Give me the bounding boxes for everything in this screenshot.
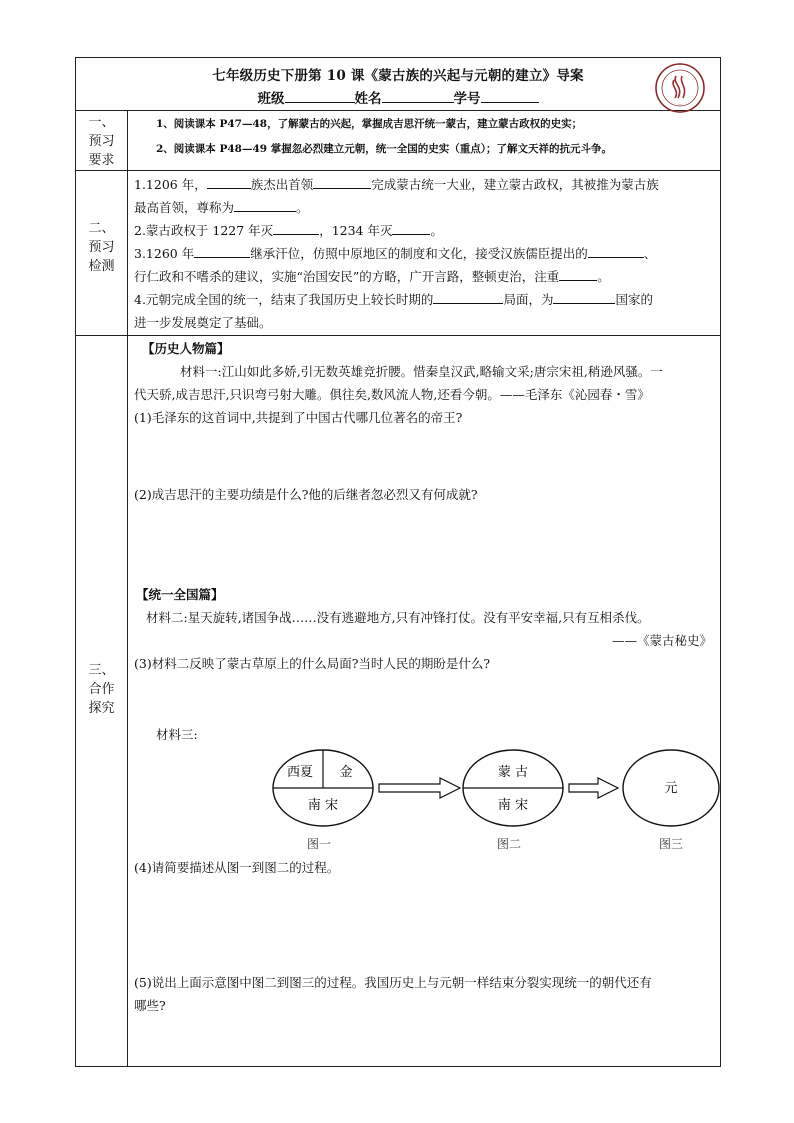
- fill-blank[interactable]: [392, 222, 430, 235]
- fill-blank[interactable]: [273, 222, 319, 235]
- section1-label-cell: [76, 111, 128, 171]
- answer-space-3[interactable]: [134, 675, 716, 723]
- part1-heading: 【历史人物篇】: [142, 341, 230, 356]
- inquiry-question-2: (2)成吉思汗的主要功绩是什么?他的后继者忽必烈又有何成就?: [134, 487, 478, 502]
- inquiry-question-5: (5)说出上面示意图中图二到图三的过程。我国历史上与元朝一样结束分裂实现统一的朝代还有: [134, 975, 652, 990]
- figure-1: [273, 750, 373, 851]
- material-2: 材料二:星天旋转,诸国争战……没有逃避地方,只有冲锋打仗。没有平安幸福,只有互相杀伐。: [146, 610, 650, 625]
- page-title: 七年级历史下册第 10 课《蒙古族的兴起与元朝的建立》导案: [212, 68, 584, 84]
- fill-blank[interactable]: [194, 245, 250, 258]
- fig1-nansong: 南 宋: [307, 798, 339, 813]
- section-preview-requirements: [76, 111, 721, 171]
- section2-content: 1.1206 年， 族杰出首领 完成蒙古统一大业，建立蒙古政权，其被推为蒙古族 最高首领，尊称为 。 2.蒙古政权于 1227 年灭 ，1234 年灭 。 3.1260 年 继承汗位，仿照中原地区的制度和文化，接受汉族儒臣提出的 、 行仁政和不嗜杀的建议，实施“治国安民”的方略，广开言路，整顿吏治，注重 。 4.元朝完成全国的统一，结束了我国历史上较长时期的 局面，为 国家的 进一步发展奠定了基础。: [128, 171, 721, 336]
- fig3-yuan: 元: [664, 781, 678, 796]
- check-question-4: 4.元朝完成全国的统一，结束了我国历史上较长时期的 局面，为 国家的: [134, 292, 653, 307]
- material-1-line2: 代天骄,成吉思汗,只识弯弓射大雕。俱往矣,数风流人物,还看今朝。——毛泽东《沁园春・雪》: [134, 387, 650, 402]
- id-label: 学号: [453, 91, 481, 107]
- fig3-caption: 图三: [658, 837, 684, 851]
- figure-3: [623, 750, 719, 851]
- section3-content: 【历史人物篇】 材料一:江山如此多娇,引无数英雄竞折腰。惜秦皇汉武,略输文采;唐宗宋祖,稍逊风骚。一 代天骄,成吉思汗,只识弯弓射大雕。俱往矣,数风流人物,还看今朝。——毛泽东《沁园春・雪》 (1)毛泽东的这首词中,共提到了中国古代哪几位著名的帝王? (2)成吉思汗的主要功绩是什么?他的后继者忽必烈又有何成就? 【统一全国篇】 材料二:星天旋转,诸国争战……没有逃避地方,只有冲锋打仗。没有平安幸福,只有互相杀伐。 ——《蒙古秘史》 (3)材料二反映了蒙古草原上的什么局面?当时人民的期盼是什么? 材料三: 西夏 金 南 宋 图一 蒙 古 南 宋 图二 元 图三 (4)请简要描述从图一到图二的过程。 (5)说出上面示意图中图二到图三的过程。我国历史上与元朝一样结束分裂实现统一的朝代还有 哪些?: [128, 336, 721, 1067]
- check-question-2: 2.蒙古政权于 1227 年灭 ，1234 年灭 。: [134, 223, 443, 238]
- fig1-jin: 金: [339, 765, 353, 780]
- answer-space-1[interactable]: [134, 429, 716, 483]
- answer-space-2[interactable]: [134, 506, 716, 584]
- fig2-menggu: 蒙 古: [497, 765, 529, 780]
- class-blank[interactable]: [285, 90, 355, 103]
- fig2-nansong: 南 宋: [497, 798, 529, 813]
- fill-blank[interactable]: [234, 199, 296, 212]
- id-blank[interactable]: [481, 90, 539, 103]
- worksheet: [75, 57, 720, 1065]
- section3-label: 三、 合作 探究: [88, 663, 115, 716]
- material-1: 材料一:江山如此多娇,引无数英雄竞折腰。惜秦皇汉武,略输文采;唐宗宋祖,稍逊风骚。一: [180, 364, 663, 379]
- title-row: [76, 58, 721, 111]
- name-label: 姓名: [354, 91, 382, 107]
- check-question-1: 1.1206 年， 族杰出首领 完成蒙古统一大业，建立蒙古政权，其被推为蒙古族: [134, 177, 659, 192]
- material-2-source: ——《蒙古秘史》: [611, 633, 712, 648]
- requirement-item-1: 1、阅读课本 P47—48，了解蒙古的兴起，掌握成吉思汗统一蒙古，建立蒙古政权的史实；: [156, 118, 583, 130]
- svg-text:····: ····: [677, 102, 683, 107]
- inquiry-question-3: (3)材料二反映了蒙古草原上的什么局面?当时人民的期盼是什么?: [134, 656, 491, 671]
- material-3-label: 材料三:: [156, 727, 198, 742]
- worksheet-table: [75, 57, 721, 1067]
- arrow-1: [379, 778, 460, 798]
- section2-label-cell: [76, 171, 128, 336]
- section3-label-cell: [76, 336, 128, 1067]
- fill-blank[interactable]: [433, 291, 503, 304]
- name-blank[interactable]: [382, 90, 454, 103]
- fill-blank[interactable]: [559, 268, 597, 281]
- arrow-2: [569, 778, 618, 798]
- part2-heading: 【统一全国篇】: [136, 587, 224, 602]
- section2-label: 二、 预习 检测: [88, 221, 115, 274]
- unification-diagram: [134, 746, 724, 856]
- answer-space-4[interactable]: [134, 879, 716, 971]
- section-cooperative-inquiry: [76, 336, 721, 1067]
- class-label: 班级: [257, 91, 285, 107]
- title-cell: [76, 58, 721, 111]
- check-question-3: 3.1260 年 继承汗位，仿照中原地区的制度和文化，接受汉族儒臣提出的 、: [134, 246, 657, 261]
- figure-2: [463, 750, 563, 851]
- fig1-caption: 图一: [306, 837, 332, 851]
- section1-content: [128, 111, 721, 171]
- fill-blank[interactable]: [588, 245, 644, 258]
- fill-blank[interactable]: [207, 176, 251, 189]
- fig2-caption: 图二: [496, 837, 522, 851]
- fig1-xixia: 西夏: [286, 765, 314, 780]
- fill-blank[interactable]: [313, 176, 371, 189]
- section1-label: 一、 预习 要求: [88, 115, 115, 168]
- inquiry-question-1: (1)毛泽东的这首词中,共提到了中国古代哪几位著名的帝王?: [134, 410, 463, 425]
- school-seal-logo: [654, 62, 706, 114]
- section-preview-check: [76, 171, 721, 336]
- requirement-item-2: 2、阅读课本 P48—49 掌握忽必烈建立元朝，统一全国的史实（重点）；了解文天祥的抗元斗争。: [156, 143, 612, 155]
- fill-blank[interactable]: [553, 291, 615, 304]
- inquiry-question-4: (4)请简要描述从图一到图二的过程。: [134, 860, 340, 875]
- student-info-line: [76, 87, 720, 107]
